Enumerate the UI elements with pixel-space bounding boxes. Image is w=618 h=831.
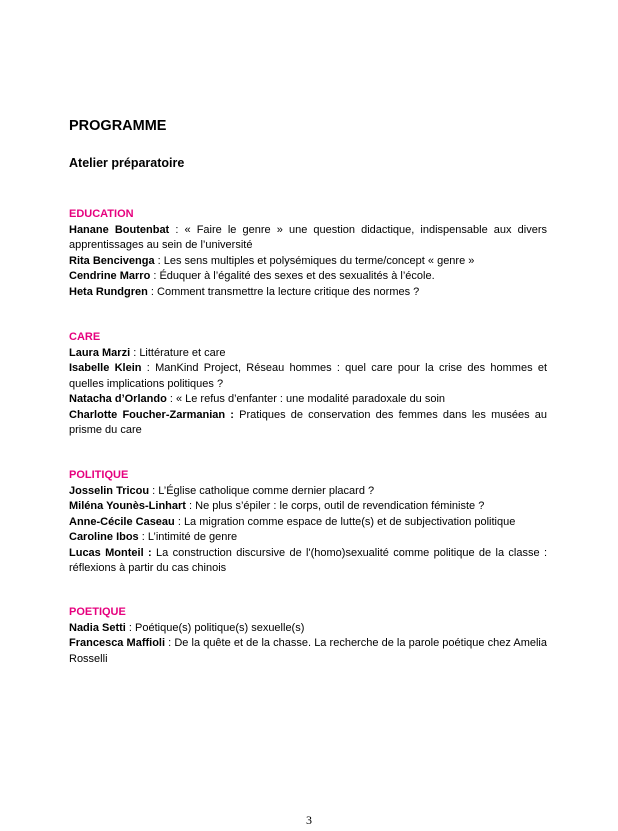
speaker-name: Francesca Maffioli xyxy=(69,637,166,649)
program-entry xyxy=(69,484,547,500)
section-care xyxy=(69,330,547,439)
speaker-name: Josselin Tricou xyxy=(69,484,150,497)
separator: : xyxy=(138,531,148,543)
talk-title: L’intimité de genre xyxy=(147,531,238,543)
talk-title: De la quête et de la chasse. La recherche de la parole poétique chez Amelia Rosselli xyxy=(69,637,547,665)
speaker-name: Cendrine Marro xyxy=(69,270,151,282)
talk-title: La migration comme espace de lutte(s) et de subjectivation politique xyxy=(183,515,516,528)
talk-title: Pratiques de conservation des femmes dans les musées au prisme du care xyxy=(69,408,547,436)
separator: : xyxy=(185,500,196,512)
program-entry xyxy=(69,621,547,637)
speaker-name: Anne-Cécile Caseau xyxy=(69,515,175,528)
section-heading: POLITIQUE xyxy=(69,469,129,481)
separator: : xyxy=(154,254,164,267)
program-entry xyxy=(69,361,547,392)
speaker-name: Nadia Setti xyxy=(69,621,126,634)
speaker-name: Laura Marzi xyxy=(69,346,131,359)
speaker-name: Heta Rundgren xyxy=(69,285,148,298)
program-entry xyxy=(69,546,547,577)
section-poetique xyxy=(69,605,547,667)
separator: : xyxy=(174,515,184,528)
program-entry xyxy=(69,530,547,546)
section-heading: CARE xyxy=(69,331,101,343)
separator: : xyxy=(130,346,140,359)
talk-title: Poétique(s) politique(s) sexuelle(s) xyxy=(135,621,305,634)
page-subtitle: Atelier préparatoire xyxy=(69,156,185,170)
speaker-name: Miléna Younès-Linhart xyxy=(69,500,186,512)
speaker-name: Natacha d’Orlando xyxy=(69,393,167,405)
program-entry xyxy=(69,392,547,408)
talk-title: « Le refus d’enfanter : une modalité paradoxale du soin xyxy=(175,393,446,405)
program-entry xyxy=(69,499,547,515)
program-entry xyxy=(69,254,547,270)
section-politique xyxy=(69,468,547,577)
talk-title: La construction discursive de l'(homo)sexualité comme politique de la classe : réflexions à partir du cas chinois xyxy=(69,546,547,574)
program-entry xyxy=(69,408,547,439)
section-heading: EDUCATION xyxy=(69,208,134,220)
separator: : xyxy=(165,637,175,649)
talk-title: L’Église catholique comme dernier placard ? xyxy=(158,484,375,497)
speaker-name: Caroline Ibos xyxy=(69,531,139,543)
separator: : xyxy=(169,223,185,236)
speaker-name: Rita Bencivenga xyxy=(69,254,155,267)
speaker-name: Hanane Boutenbat xyxy=(69,223,170,236)
program-entry xyxy=(69,269,547,285)
speaker-name: Isabelle Klein xyxy=(69,362,142,374)
talk-title: « Faire le genre » une question didactique, indispensable aux divers apprentissages au sein de l’université xyxy=(69,223,547,251)
program-entry xyxy=(69,515,547,531)
separator: : xyxy=(147,285,158,298)
separator: : xyxy=(150,270,160,282)
program-entry xyxy=(69,346,547,362)
talk-title: Comment transmettre la lecture critique des normes ? xyxy=(157,285,420,298)
talk-title: Littérature et care xyxy=(139,346,226,359)
section-education xyxy=(69,207,547,300)
separator: : xyxy=(149,484,159,497)
program-entry xyxy=(69,636,547,667)
talk-title: Éduquer à l’égalité des sexes et des sexualités à l’école. xyxy=(159,270,435,282)
page-title: PROGRAMME xyxy=(69,118,167,134)
page-number: 3 xyxy=(306,813,312,827)
separator: : xyxy=(125,621,136,634)
talk-title: Les sens multiples et polysémiques du terme/concept « genre » xyxy=(163,254,475,267)
program-entry xyxy=(69,223,547,254)
talk-title: ManKind Project, Réseau hommes : quel care pour la crise des hommes et quelles implications politiques ? xyxy=(69,362,548,390)
talk-title: Ne plus s’épiler : le corps, outil de revendication féministe ? xyxy=(195,500,485,512)
speaker-name: Lucas Monteil : xyxy=(69,546,152,559)
speaker-name: Charlotte Foucher-Zarmanian : xyxy=(69,408,234,421)
section-heading: POETIQUE xyxy=(69,606,126,618)
separator: : xyxy=(141,362,156,374)
program-entry xyxy=(69,285,547,301)
separator: : xyxy=(166,393,176,405)
